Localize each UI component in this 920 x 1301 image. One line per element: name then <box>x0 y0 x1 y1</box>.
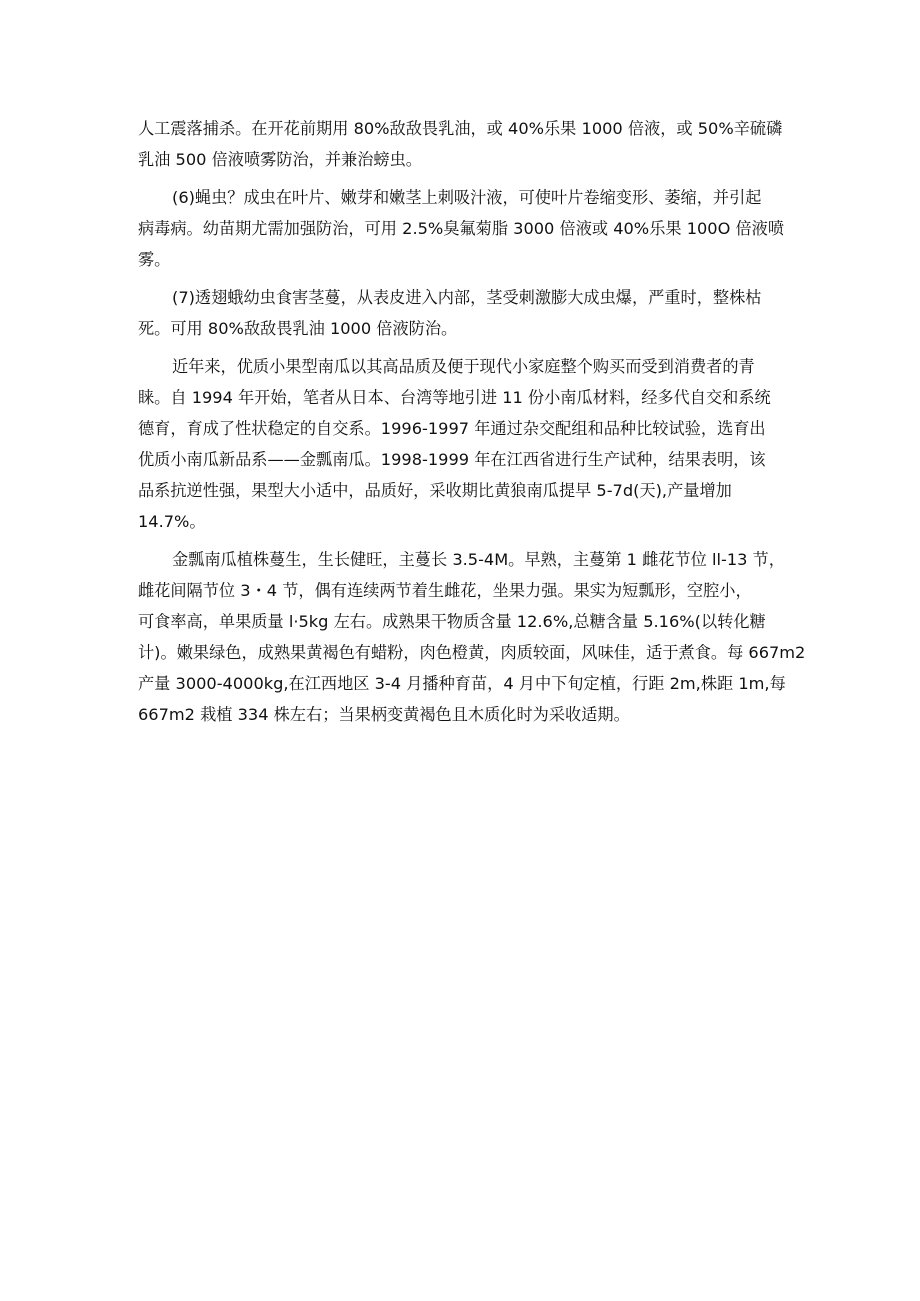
text-line: 计)。嫩果绿色，成熟果黄褐色有蜡粉，肉色橙黄，肉质较面，风味佳，适于煮食。每 667m2 <box>138 643 806 662</box>
paragraph-clearwing-moth <box>138 282 794 344</box>
text-line: (7)透翅蛾幼虫食害茎蔓，从表皮进入内部，茎受刺激膨大成虫爆，严重时，整株枯 <box>172 288 762 307</box>
text-line: 品系抗逆性强，果型大小适中，品质好，采收期比黄狼南瓜提早 5-7d(天),产量增加 <box>138 481 732 500</box>
paragraph-pest-control-continued <box>138 113 794 175</box>
text-line: 667m2 栽植 334 株左右；当果柄变黄褐色且木质化时为采收适期。 <box>138 705 630 724</box>
text-line: 睐。自 1994 年开始，笔者从日本、台湾等地引进 11 份小南瓜材料，经多代自交和系统 <box>138 388 771 407</box>
text-line: 可食率高，单果质量 l·5kg 左右。成熟果干物质含量 12.6%,总糖含量 5.16%(以转化糖 <box>138 612 766 631</box>
paragraph-aphid <box>138 182 794 275</box>
text-line: 人工震落捕杀。在开花前期用 80%敌敌畏乳油，或 40%乐果 1000 倍液，或 50%辛硫磷 <box>138 119 783 138</box>
text-line: 德育，育成了性状稳定的自交系。1996-1997 年通过杂交配组和品种比较试验，选育出 <box>138 419 766 438</box>
text-line: 死。可用 80%敌敌畏乳油 1000 倍液防治。 <box>138 319 458 338</box>
text-line: 产量 3000-4000kg,在江西地区 3-4 月播种育苗，4 月中下旬定植，行距 2m,株距 1m,每 <box>138 674 786 693</box>
text-line: 乳油 500 倍液喷雾防治，并兼治螃虫。 <box>138 150 422 169</box>
text-line: 雌花间隔节位 3・4 节，偶有连续两节着生雌花，坐果力强。果实为短瓢形，空腔小， <box>138 581 752 600</box>
text-line: 近年来，优质小果型南瓜以其高品质及便于现代小家庭整个购买而受到消费者的青 <box>172 357 755 376</box>
text-line: 雾。 <box>138 250 171 269</box>
paragraph-variety-description <box>138 544 806 730</box>
text-line: 金瓢南瓜植株蔓生，生长健旺，主蔓长 3.5-4M。早熟，主蔓第 1 雌花节位 ll-13 节， <box>172 550 785 569</box>
paragraph-introduction <box>138 351 794 537</box>
body-text <box>138 113 806 730</box>
text-line: 病毒病。幼苗期尤需加强防治，可用 2.5%臭氟菊脂 3000 倍液或 40%乐果 100O 倍液喷 <box>138 219 785 238</box>
text-line: 优质小南瓜新品系——金瓢南瓜。1998-1999 年在江西省进行生产试种，结果表明，该 <box>138 450 766 469</box>
text-line: 14.7%。 <box>138 512 206 531</box>
text-line: (6)蝇虫？成虫在叶片、嫩芽和嫩茎上刺吸汁液，可使叶片卷缩变形、萎缩，并引起 <box>172 188 762 207</box>
